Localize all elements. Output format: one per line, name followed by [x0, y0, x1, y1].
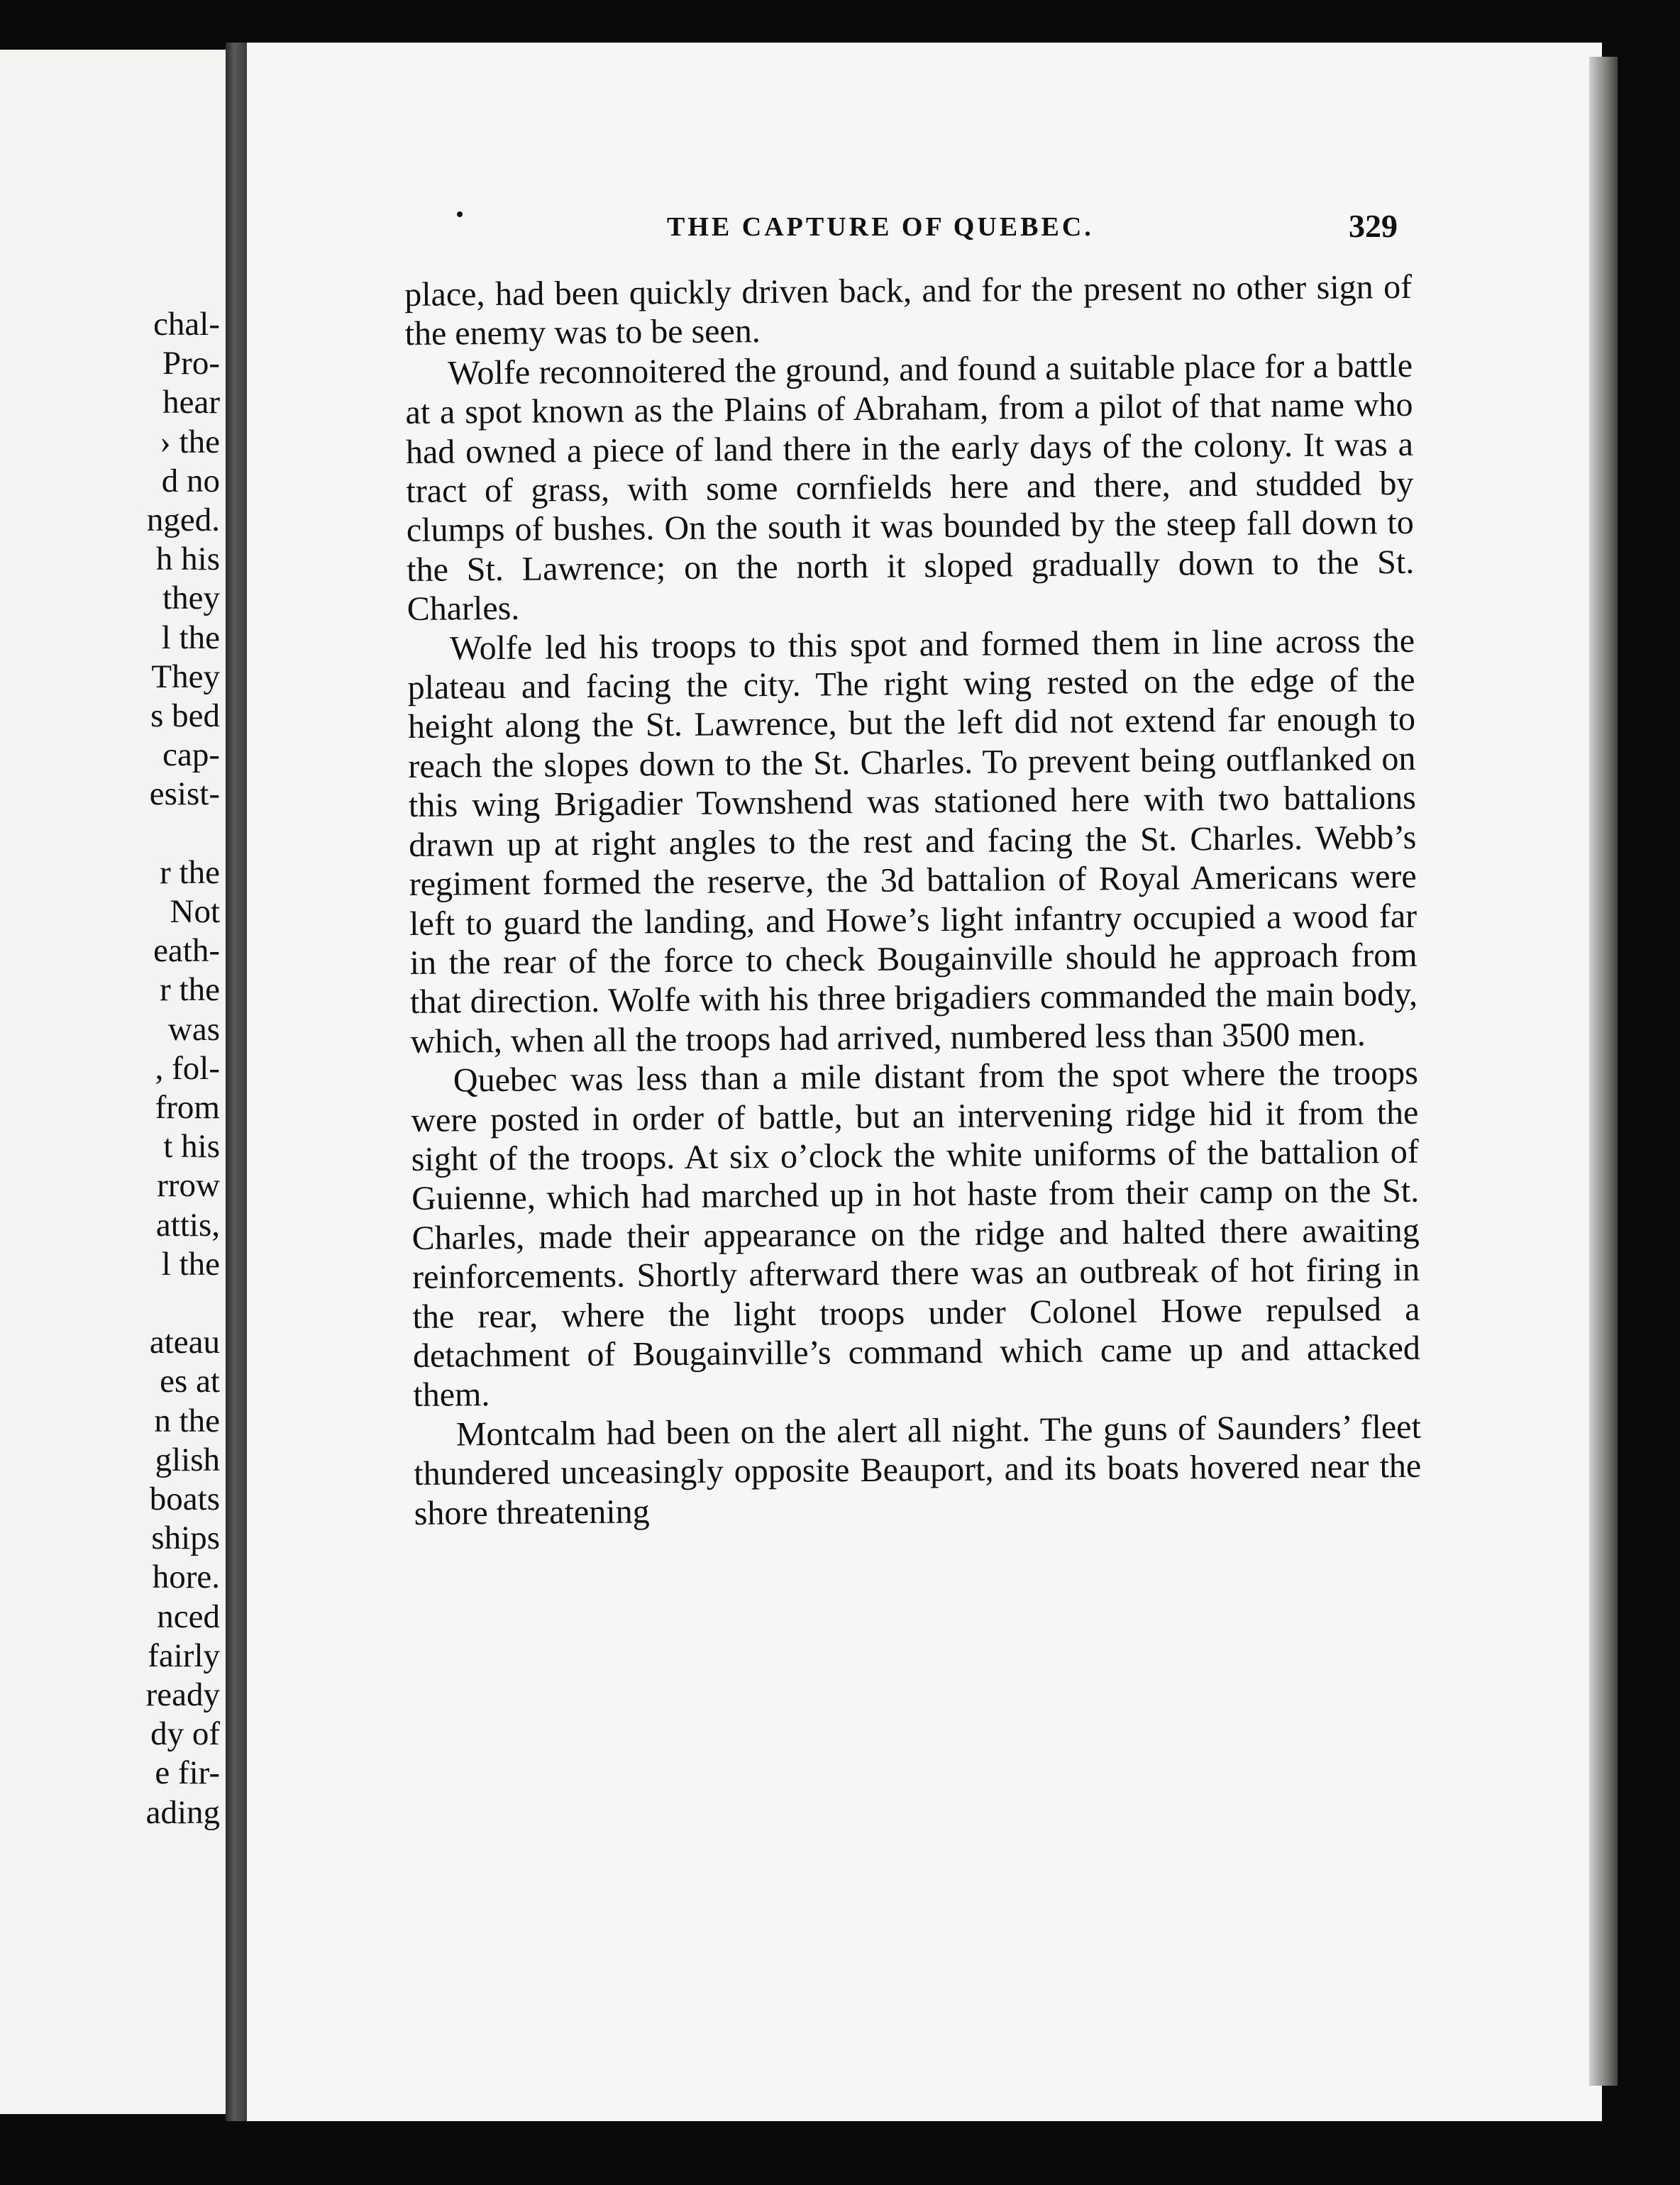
left-fragment: rrow: [157, 1167, 220, 1205]
left-fragment: attis,: [155, 1206, 220, 1244]
left-fragment: d no: [161, 462, 220, 499]
left-fragment: chal-: [153, 306, 220, 343]
left-fragment: nced: [157, 1598, 220, 1635]
page-number: 329: [1349, 208, 1398, 244]
left-fragment: glish: [155, 1441, 220, 1478]
left-fragment: Pro-: [162, 345, 220, 382]
left-fragment: boats: [149, 1481, 220, 1518]
left-fragment: s bed: [150, 697, 220, 735]
paragraph: Wolfe reconnoitered the ground, and found a suitable place for a battle at a spot known as the Plains of Abraham, from a pilot of that name who had owned a piece of land there in the early days of the colony. It was a tract of grass, with some cornfields here and there, and studded by clumps of bushes. On the south it was bounded by the steep fall down to the St. Lawrence; on the north it sloped gradually down to the St. Charles.: [405, 346, 1415, 629]
paragraph: Quebec was less than a mile distant from the spot where the troops were posted in order of battle, but an intervening ridge hid it from the sight of the troops. At six o’clock the white uniforms of the battalion of Guienne, which had marched up in hot haste from their camp on the St. Charles, made their appearance on the ridge and halted there awaiting reinforcements. Shortly afterward there was an outbreak of hot firing in the rear, where the light troops under Colonel Howe repulsed a detachment of Bougainville’s command which came up and attacked them.: [411, 1053, 1421, 1415]
left-fragment: esist-: [149, 775, 220, 813]
left-fragment: They: [151, 658, 220, 695]
left-fragment: , fol-: [155, 1049, 220, 1087]
left-fragment: from: [155, 1089, 220, 1127]
left-fragment: ready: [145, 1676, 220, 1714]
left-fragment: fairly: [148, 1637, 220, 1674]
left-fragment: Not: [170, 893, 220, 931]
left-fragment: ateau: [149, 1324, 220, 1361]
left-fragment: r the: [160, 853, 220, 891]
left-fragment: ading: [145, 1793, 220, 1831]
left-fragment: cap-: [162, 736, 220, 774]
paragraph: Montcalm had been on the alert all night. The guns of Saunders’ fleet thundered unceasingly opposite Beauport, and its boats hovered near the shore threatening: [414, 1407, 1422, 1532]
left-fragment: h his: [155, 541, 220, 578]
left-fragment: they: [162, 580, 220, 617]
left-fragment: n the: [154, 1402, 220, 1439]
left-page-text-fragments: [146, 305, 220, 1832]
left-fragment: eath-: [153, 932, 220, 970]
running-head: [419, 207, 1398, 250]
left-fragment: was: [167, 1010, 220, 1048]
book-gutter: [226, 43, 247, 2121]
left-fragment: hore.: [152, 1559, 220, 1596]
left-fragment: › the: [160, 423, 220, 460]
left-fragment: es at: [160, 1363, 220, 1400]
left-fragment: hear: [162, 384, 220, 421]
left-fragment: dy of: [150, 1715, 220, 1753]
left-fragment-gap: [146, 1284, 220, 1323]
left-fragment: ships: [151, 1520, 220, 1557]
left-fragment: t his: [163, 1128, 220, 1166]
left-fragment: nged.: [146, 502, 220, 539]
left-fragment: e fir-: [155, 1754, 220, 1792]
left-fragment: l the: [161, 1245, 220, 1283]
page-edge: [1589, 57, 1618, 2086]
left-fragment-gap: [146, 814, 220, 853]
left-fragment: r the: [160, 971, 220, 1009]
body-text: [404, 267, 1422, 1533]
paragraph: Wolfe led his troops to this spot and formed them in line across the plateau and facing the city. The right wing rested on the edge of the height along the St. Lawrence, but the left did not extend far enough to reach the slopes down to the St. Charles. To prevent being outflanked on this wing Brigadier Townshend was stationed here with two battalions drawn up at right angles to the rest and facing the St. Charles. Webb’s regiment formed the reserve, the 3d battalion of Royal Americans were left to guard the landing, and Howe’s light infantry occupied a wood far in the rear of the force to check Bougainville should he approach from that direction. Wolfe with his three brigadiers commanded the main body, which, when all the troops had arrived, numbered less than 3500 men.: [407, 621, 1418, 1061]
left-fragment: l the: [161, 619, 220, 656]
running-head-title: THE CAPTURE OF QUEBEC.: [667, 212, 1094, 242]
paragraph: place, had been quickly driven back, and for the present no other sign of the enemy was to be seen.: [404, 267, 1413, 353]
left-facing-page: [0, 50, 226, 2114]
